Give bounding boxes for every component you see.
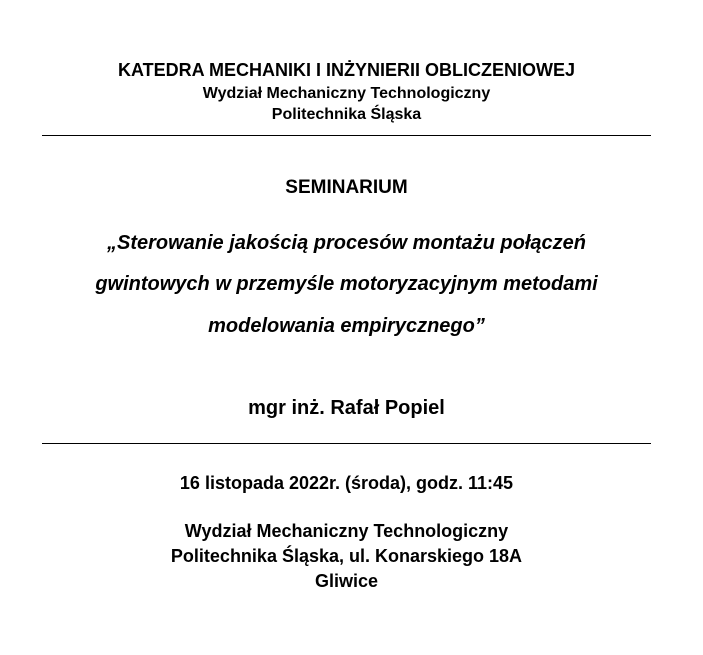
location-address: Politechnika Śląska, ul. Konarskiego 18A: [170, 546, 523, 566]
speaker-name: mgr inż. Rafał Popiel: [248, 397, 445, 419]
faculty-name: Wydział Mechaniczny Technologiczny: [202, 85, 491, 102]
header-divider: [42, 135, 651, 136]
seminar-title-line-2: gwintowych w przemyśle motoryzacyjnym metodami: [95, 273, 598, 295]
seminar-label: SEMINARIUM: [285, 177, 408, 198]
seminar-title-line-3: modelowania empirycznego”: [208, 315, 485, 337]
seminar-title-line-1: „Sterowanie jakością procesów montażu połączeń: [106, 232, 587, 254]
details-divider: [42, 443, 651, 444]
date-time: 16 listopada 2022r. (środa), godz. 11:45: [179, 473, 514, 493]
location-faculty: Wydział Mechaniczny Technologiczny: [184, 521, 509, 541]
location-city: Gliwice: [314, 571, 379, 591]
department-name: KATEDRA MECHANIKI I INŻYNIERII OBLICZENIOWEJ: [117, 60, 575, 80]
university-name: Politechnika Śląska: [271, 106, 422, 123]
